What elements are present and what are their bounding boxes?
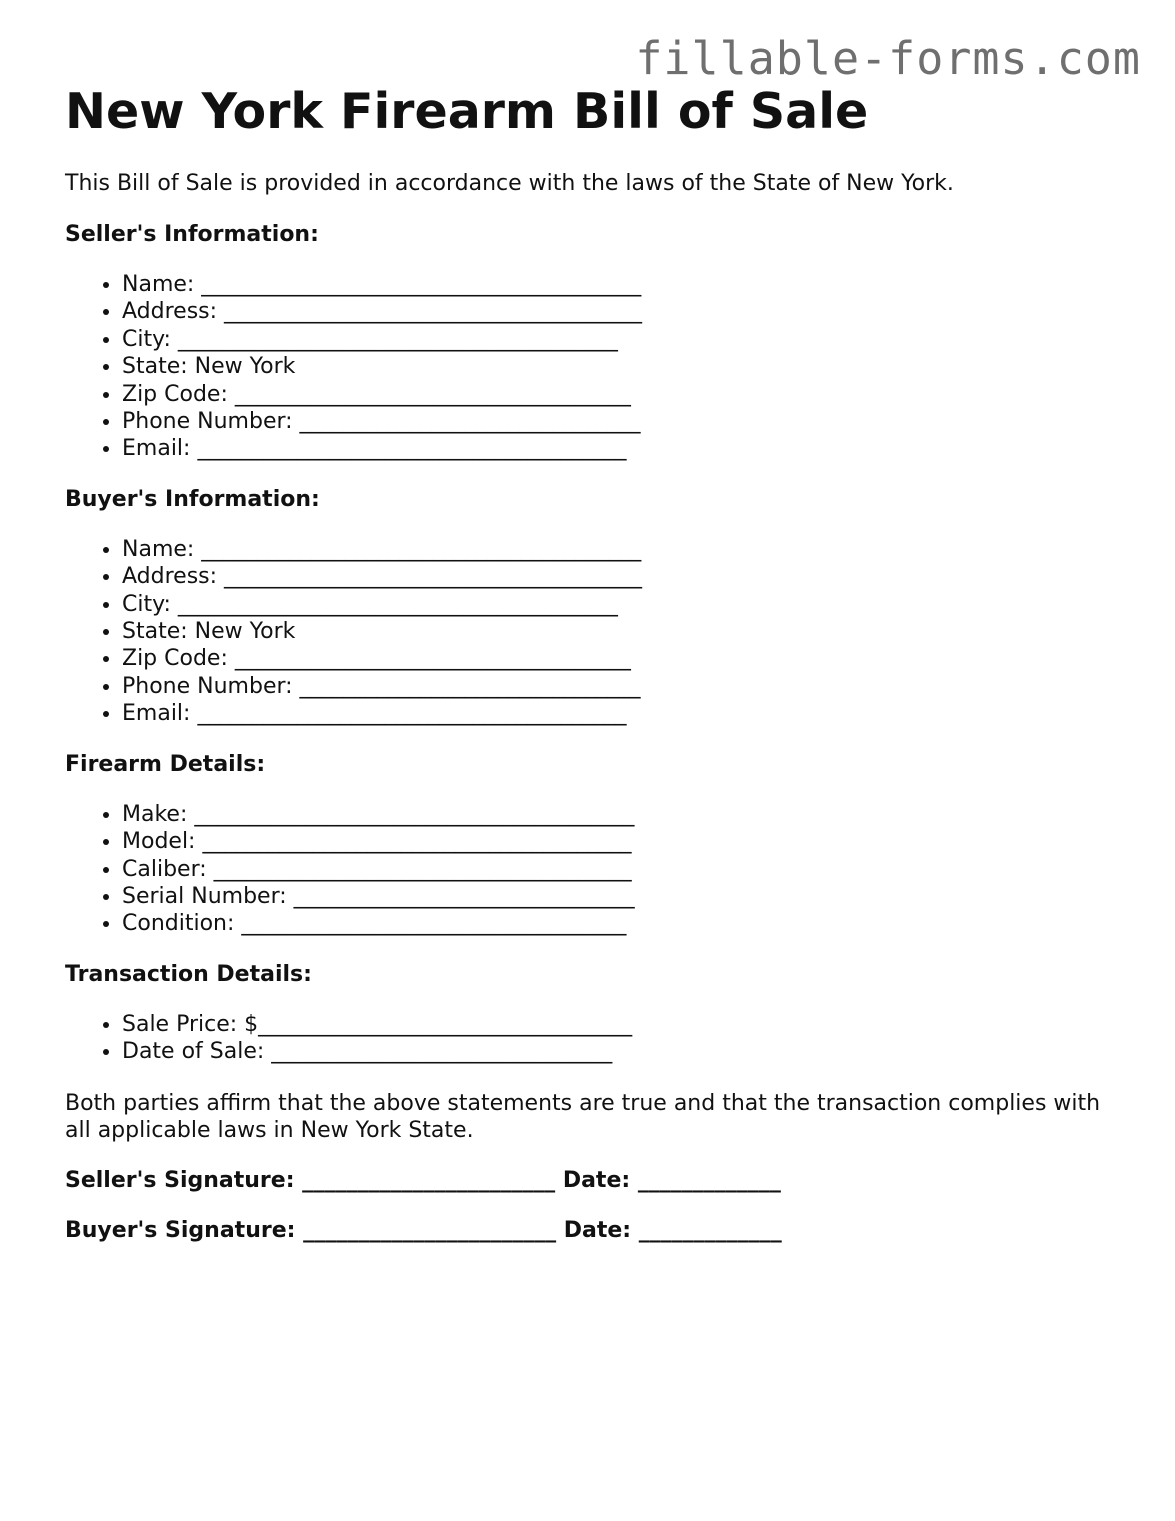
- firearm-details-heading: Firearm Details:: [65, 751, 266, 777]
- firearm-model-field[interactable]: • Model: _______________________________________: [122, 828, 1125, 855]
- buyer-name-field[interactable]: • Name: ________________________________________: [122, 536, 1125, 563]
- seller-state-field: • State: New York: [122, 353, 1125, 380]
- seller-city-field[interactable]: • City: ________________________________________: [122, 326, 1125, 353]
- seller-address-field[interactable]: • Address: ______________________________________: [122, 298, 1125, 325]
- transaction-details-heading: Transaction Details:: [65, 961, 312, 987]
- seller-phone-field[interactable]: • Phone Number: _______________________________: [122, 408, 1125, 435]
- buyer-info-heading: Buyer's Information:: [65, 486, 320, 512]
- document-page: [65, 84, 1125, 1245]
- firearm-caliber-field[interactable]: • Caliber: ______________________________________: [122, 856, 1125, 883]
- firearm-make-field[interactable]: • Make: ________________________________________: [122, 801, 1125, 828]
- seller-info-heading: Seller's Information:: [65, 222, 319, 247]
- intro-paragraph: This Bill of Sale is provided in accordance with the laws of the State of New York.: [65, 171, 954, 196]
- transaction-details-list: [65, 1011, 1125, 1066]
- sale-date-field[interactable]: • Date of Sale: _______________________________: [122, 1038, 1125, 1065]
- firearm-details-list: [65, 801, 1125, 938]
- seller-email-field[interactable]: • Email: _______________________________________: [122, 435, 1125, 462]
- buyer-email-field[interactable]: • Email: _______________________________________: [122, 700, 1125, 727]
- seller-name-field[interactable]: • Name: ________________________________________: [122, 271, 1125, 298]
- buyer-state-field: • State: New York: [122, 618, 1125, 645]
- buyer-phone-field[interactable]: • Phone Number: _______________________________: [122, 673, 1125, 700]
- seller-zip-field[interactable]: • Zip Code: ____________________________________: [122, 381, 1125, 408]
- sale-price-field[interactable]: • Sale Price: $__________________________________: [122, 1011, 1125, 1038]
- firearm-condition-field[interactable]: • Condition: ___________________________________: [122, 910, 1125, 937]
- buyer-signature-line[interactable]: Buyer's Signature: _______________________ Date: _____________: [65, 1217, 782, 1243]
- buyer-info-list: [65, 536, 1125, 728]
- seller-info-list: [65, 271, 1125, 463]
- buyer-address-field[interactable]: • Address: ______________________________________: [122, 563, 1125, 590]
- seller-signature-line[interactable]: Seller's Signature: _______________________ Date: _____________: [65, 1167, 781, 1193]
- firearm-serial-field[interactable]: • Serial Number: _______________________________: [122, 883, 1125, 910]
- document-title: New York Firearm Bill of Sale: [65, 83, 869, 140]
- buyer-city-field[interactable]: • City: ________________________________________: [122, 591, 1125, 618]
- buyer-zip-field[interactable]: • Zip Code: ____________________________________: [122, 645, 1125, 672]
- watermark: fillable-forms.com: [635, 32, 1141, 85]
- affirmation-paragraph: Both parties affirm that the above statements are true and that the transaction complies with all applicable laws in New York State.: [65, 1090, 1101, 1143]
